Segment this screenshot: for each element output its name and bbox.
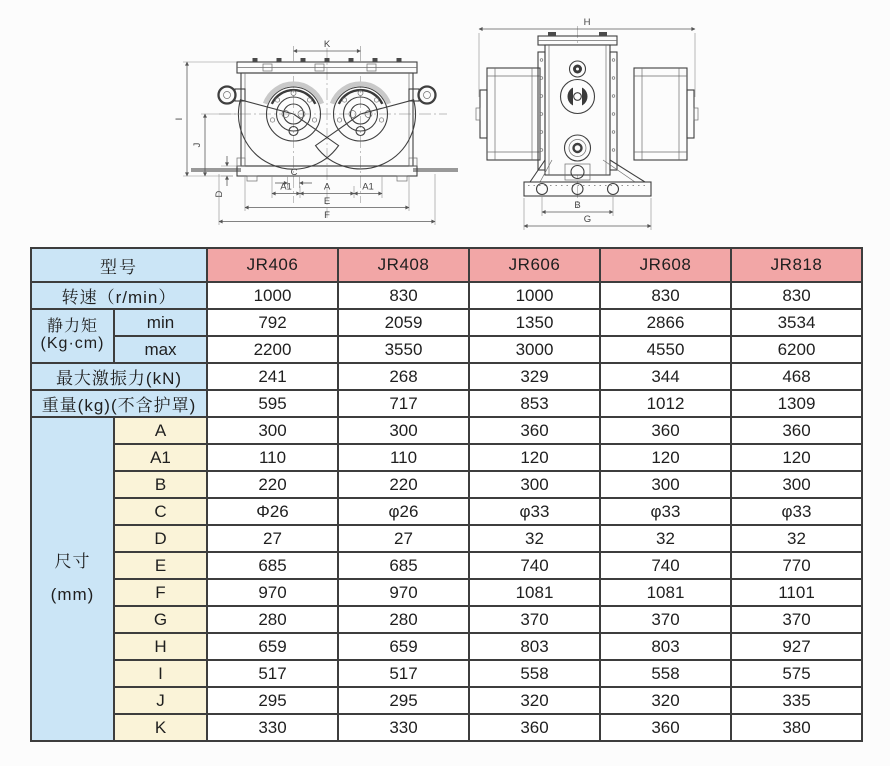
- dimension-value: 380: [731, 714, 862, 741]
- static-moment-min-value: 792: [207, 309, 338, 336]
- dimension-value: 1081: [600, 579, 731, 606]
- dimension-row: [31, 579, 862, 606]
- dimension-value: φ33: [600, 498, 731, 525]
- max-force-value: 468: [731, 363, 862, 390]
- dimension-value: Φ26: [207, 498, 338, 525]
- dimension-value: 360: [469, 714, 600, 741]
- max-force-value: 344: [600, 363, 731, 390]
- static-moment-min-value: 1350: [469, 309, 600, 336]
- dimension-name: K: [114, 714, 207, 741]
- dimension-row: [31, 633, 862, 660]
- dimension-name: B: [114, 471, 207, 498]
- dim-label-b: B: [574, 200, 581, 211]
- static-moment-max-value: 4550: [600, 336, 731, 363]
- dimension-value: 659: [338, 633, 469, 660]
- dimension-name: F: [114, 579, 207, 606]
- dimension-value: 659: [207, 633, 338, 660]
- dimension-value: 927: [731, 633, 862, 660]
- dimension-name: G: [114, 606, 207, 633]
- static-moment-min-value: 2059: [338, 309, 469, 336]
- dimension-value: 558: [600, 660, 731, 687]
- spec-table-container: [30, 247, 863, 742]
- dimension-value: φ33: [731, 498, 862, 525]
- dimension-name: H: [114, 633, 207, 660]
- weight-value: 595: [207, 390, 338, 417]
- weight-label: 重量(kg)(不含护罩): [31, 390, 207, 417]
- speed-value: 1000: [469, 282, 600, 309]
- weight-value: 1309: [731, 390, 862, 417]
- dimensions-unit: (mm): [50, 585, 95, 604]
- dimension-value: 370: [469, 606, 600, 633]
- dimension-row: [31, 606, 862, 633]
- dimension-rows: [31, 417, 862, 741]
- dimension-value: 335: [731, 687, 862, 714]
- dimension-value: 770: [731, 552, 862, 579]
- speed-row: [31, 282, 862, 309]
- dim-label-g: G: [583, 214, 592, 225]
- dimension-row: [31, 417, 862, 444]
- dimension-value: 120: [600, 444, 731, 471]
- weight-value: 1012: [600, 390, 731, 417]
- dimension-name: I: [114, 660, 207, 687]
- static-moment-max-value: 2200: [207, 336, 338, 363]
- dimension-value: 300: [469, 471, 600, 498]
- dim-label-a1-right: A1: [362, 181, 374, 193]
- dimension-row: [31, 714, 862, 741]
- dimension-row: [31, 498, 862, 525]
- dimension-value: 220: [207, 471, 338, 498]
- model-header-row: [31, 248, 862, 282]
- dimension-value: 740: [469, 552, 600, 579]
- model-jr608: JR608: [600, 248, 731, 282]
- dimension-value: 360: [600, 417, 731, 444]
- dimension-value: 320: [469, 687, 600, 714]
- dimension-value: 27: [338, 525, 469, 552]
- static-moment-max-row: [31, 336, 862, 363]
- dim-label-c: C: [290, 167, 298, 178]
- spec-table: [30, 247, 863, 742]
- max-force-value: 329: [469, 363, 600, 390]
- dimension-value: 300: [600, 471, 731, 498]
- dimension-row: [31, 687, 862, 714]
- dimension-value: 685: [207, 552, 338, 579]
- dimension-value: 295: [207, 687, 338, 714]
- dimension-value: 120: [731, 444, 862, 471]
- dimension-value: 370: [600, 606, 731, 633]
- dimension-value: 27: [207, 525, 338, 552]
- speed-label: 转速（r/min）: [31, 282, 207, 309]
- dim-label-h: H: [583, 17, 591, 28]
- dimension-value: 300: [338, 417, 469, 444]
- dimension-name: C: [114, 498, 207, 525]
- dimension-value: 295: [338, 687, 469, 714]
- model-jr406: JR406: [207, 248, 338, 282]
- dim-label-f: F: [324, 210, 330, 221]
- static-moment-title: 静力矩: [46, 318, 98, 336]
- model-jr818: JR818: [731, 248, 862, 282]
- model-header-label: 型号: [31, 248, 207, 282]
- static-moment-unit: (Kg·cm): [40, 335, 105, 352]
- model-jr606: JR606: [469, 248, 600, 282]
- dimension-value: 803: [600, 633, 731, 660]
- dim-label-a1-left: A1: [280, 181, 292, 193]
- dimension-row: [31, 552, 862, 579]
- dimension-name: D: [114, 525, 207, 552]
- dimension-value: 320: [600, 687, 731, 714]
- dimension-value: 517: [207, 660, 338, 687]
- max-force-label: 最大激振力(kN): [31, 363, 207, 390]
- dimension-value: 120: [469, 444, 600, 471]
- dimension-value: 360: [731, 417, 862, 444]
- dimension-row: [31, 471, 862, 498]
- max-label: max: [114, 336, 207, 363]
- dimension-value: 1101: [731, 579, 862, 606]
- dimension-value: φ33: [469, 498, 600, 525]
- dimension-value: 360: [600, 714, 731, 741]
- dimension-row: [31, 444, 862, 471]
- dimension-name: A1: [114, 444, 207, 471]
- dimension-value: 970: [207, 579, 338, 606]
- dimension-value: 1081: [469, 579, 600, 606]
- dim-label-j: J: [192, 142, 203, 148]
- speed-value: 830: [731, 282, 862, 309]
- dim-label-i: I: [174, 117, 185, 121]
- dimension-value: 32: [600, 525, 731, 552]
- speed-value: 1000: [207, 282, 338, 309]
- dimension-value: 280: [207, 606, 338, 633]
- dimension-value: 970: [338, 579, 469, 606]
- dimension-value: 330: [338, 714, 469, 741]
- speed-value: 830: [338, 282, 469, 309]
- dimension-value: 740: [600, 552, 731, 579]
- dimensions-title: 尺寸: [54, 552, 91, 572]
- dimension-value: 575: [731, 660, 862, 687]
- side-view-drawing: [462, 12, 712, 237]
- min-label: min: [114, 309, 207, 336]
- dim-label-a: A: [323, 181, 331, 193]
- dimension-value: 300: [207, 417, 338, 444]
- max-force-value: 241: [207, 363, 338, 390]
- speed-value: 830: [600, 282, 731, 309]
- front-view-drawing: [163, 18, 463, 238]
- dimension-value: 330: [207, 714, 338, 741]
- dimension-value: 110: [207, 444, 338, 471]
- static-moment-min-value: 2866: [600, 309, 731, 336]
- weight-value: 717: [338, 390, 469, 417]
- dimension-value: 803: [469, 633, 600, 660]
- dimension-row: [31, 660, 862, 687]
- dimension-name: A: [114, 417, 207, 444]
- dimensions-group-label: [31, 417, 114, 741]
- weight-value: 853: [469, 390, 600, 417]
- dimension-name: J: [114, 687, 207, 714]
- dimension-name: E: [114, 552, 207, 579]
- static-moment-min-value: 3534: [731, 309, 862, 336]
- max-force-value: 268: [338, 363, 469, 390]
- dimension-value: 370: [731, 606, 862, 633]
- dimension-value: 110: [338, 444, 469, 471]
- dimension-row: [31, 525, 862, 552]
- max-force-row: [31, 363, 862, 390]
- dimension-value: 360: [469, 417, 600, 444]
- dim-label-k: K: [323, 39, 331, 50]
- dimension-value: 32: [469, 525, 600, 552]
- dimension-value: 300: [731, 471, 862, 498]
- static-moment-min-row: [31, 309, 862, 336]
- static-moment-max-value: 3000: [469, 336, 600, 363]
- dimension-value: 558: [469, 660, 600, 687]
- dim-label-e: E: [323, 196, 331, 207]
- dimension-value: 280: [338, 606, 469, 633]
- weight-row: [31, 390, 862, 417]
- static-moment-label: [31, 309, 114, 363]
- dimension-value: 685: [338, 552, 469, 579]
- static-moment-max-value: 6200: [731, 336, 862, 363]
- dimension-value: 517: [338, 660, 469, 687]
- model-jr408: JR408: [338, 248, 469, 282]
- dimension-value: 32: [731, 525, 862, 552]
- dimension-value: 220: [338, 471, 469, 498]
- dimension-value: φ26: [338, 498, 469, 525]
- static-moment-max-value: 3550: [338, 336, 469, 363]
- dim-label-d: D: [214, 190, 225, 198]
